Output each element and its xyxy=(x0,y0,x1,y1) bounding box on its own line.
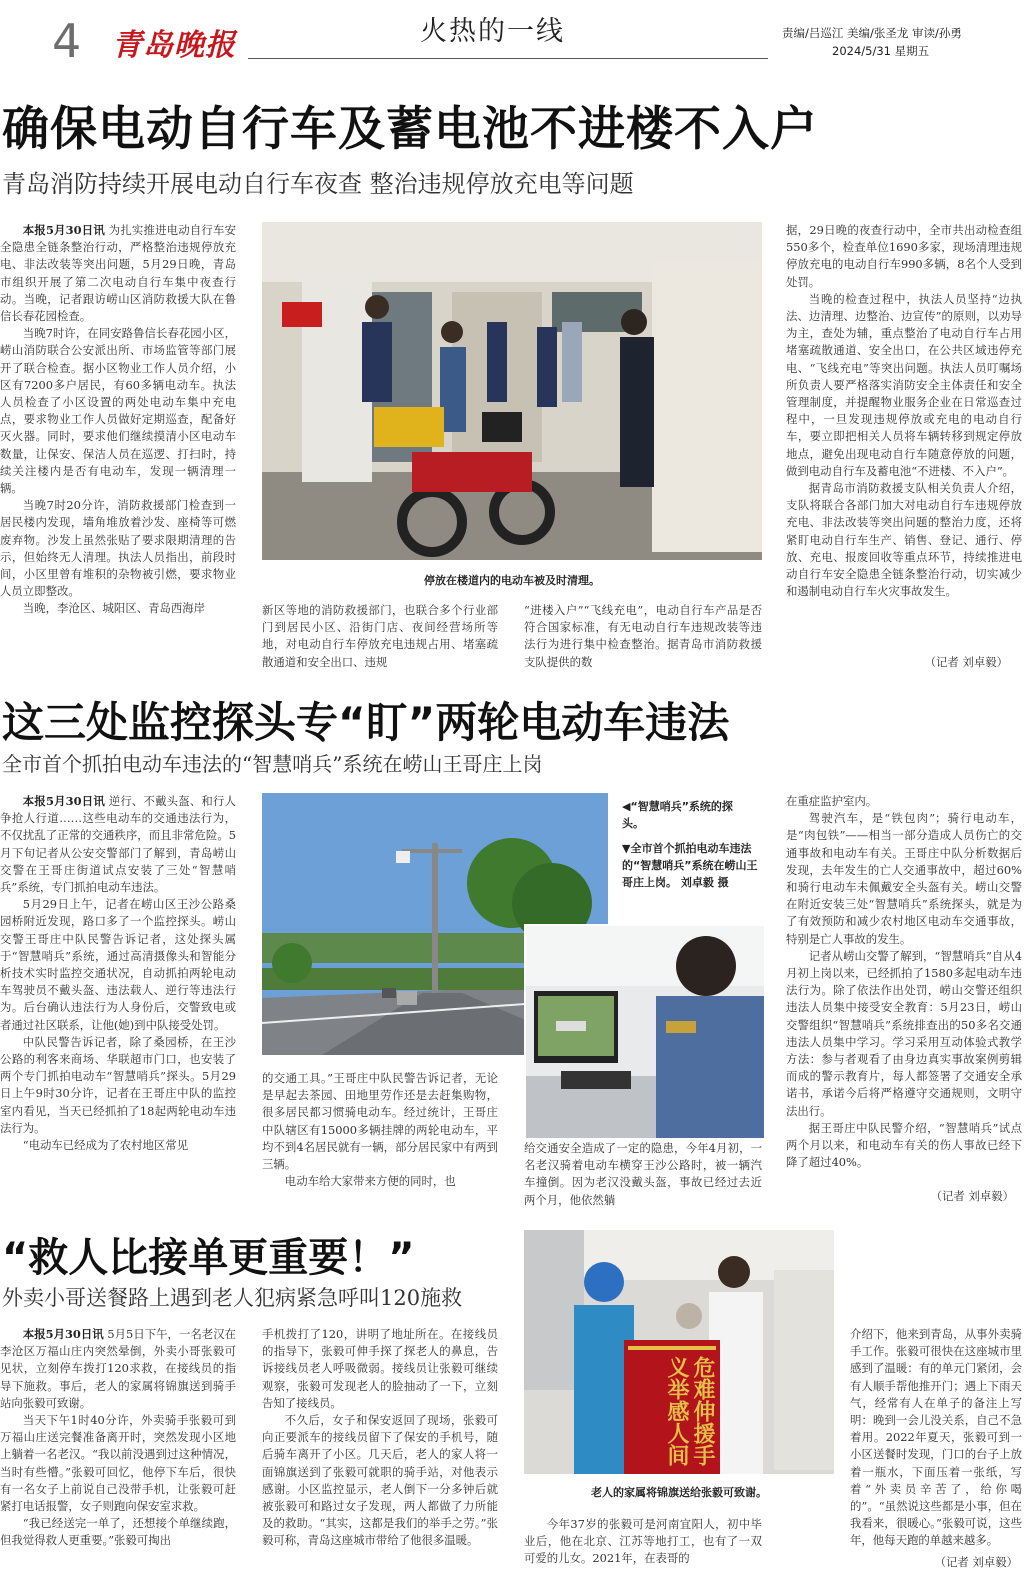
article3-col3-p1: 今年37岁的张毅可是河南宜阳人，初中毕业后，他在北京、江苏等地打工，也有了一双可爱的儿女。2021年，在表哥的 xyxy=(524,1517,762,1566)
article2-dateline: 本报5月30日讯 xyxy=(22,794,105,808)
article1-column-1 xyxy=(0,222,236,674)
article1-photo-caption: 停放在楼道内的电动车被及时清理。 xyxy=(424,574,600,587)
article2-col1-p4: “电动车已经成为了农村地区常见 xyxy=(22,1138,189,1153)
editors-line: 责编/吕巡江 美编/张圣龙 审读/孙勇 xyxy=(782,26,962,40)
article3-column-1 xyxy=(0,1326,236,1570)
article2-col1-p2: 5月29日上午，记者在崂山区王沙公路桑园桥附近发现，路口多了一个监控探头。崂山交警王哥庄中队民警告诉记者，这处探头属于“智慧哨兵”系统，通过高清摄像头和智能分析技术实时监控交通状况，自动抓拍两轮电动车驾驶员不戴头盔、违法载人、逆行等违法行为。后台确认违法行为人身份后，交警致电或者通过社区联系，让他(她)到中队接受处罚。 xyxy=(0,897,236,1032)
article1-subhead: 青岛消防持续开展电动自行车夜查 整治违规停放充电等问题 xyxy=(2,170,634,198)
article3-photo-caption: 老人的家属将锦旗送给张毅可致谢。 xyxy=(591,1486,767,1499)
article1-col4-p2: 当晚的检查过程中，执法人员坚持“边执法、边清理、边整治、边宣传”的原则，以劝导为主，查处为辅，重点整治了电动自行车占用堵塞疏散通道、安全出口，在公共区域违停充电、“飞线充电”等突出问题。执法人员叮嘱场所负责人要严格落实消防安全主体责任和安全管理制度，并提醒物业服务企业在日常巡查过程中，一旦发现违规停放或充电的电动自行车，要立即把相关人员将车辆转移到规定停放地点，避免出现电动自行车随意停放的问题，做到电动自行车及蓄电池“不进楼、不入户”。 xyxy=(786,291,1022,478)
article1-col1-p2: 当晚7时许，在同安路鲁信长春花园小区，崂山消防联合公安派出所、市场监管等部门展开了联合检查。据小区物业工作人员介绍，小区有7200多户居民，有60多辆电动车。执法人员检查了小区设置的两处电动车集中充电点，要求物业工作人员做好定期巡查，配备好灭火器。同时，要求他们继续摸清小区电动车数量，让保安、保洁人员在巡逻、打扫时，持续关注楼内是否有电动车，发现一辆清理一辆。 xyxy=(0,326,236,496)
section-title: 火热的一线 xyxy=(420,16,565,47)
article1-column-4 xyxy=(786,222,1022,652)
article3-col2-p2: 不久后，女子和保安返回了现场，张毅可向正要派车的接线员留下了保安的手机号，随后骑车离开了小区。几天后，老人的家人将一面锦旗送到了张毅可就职的骑手站，对他表示感谢。小区监控显示，老人倒下一分多钟后就被张毅可和路过女子发现，两人都做了力所能及的救助。“其实，这都是我们的举手之劳。”张毅可称，青岛这座城市带给了他很多温暖。 xyxy=(262,1413,498,1548)
article2-byline: （记者 刘卓毅） xyxy=(930,1189,1014,1203)
article2-col4-p1: 在重症监护室内。 xyxy=(786,794,878,808)
article1-col3-text: “进楼入户”“飞线充电”，电动自行车产品是否符合国家标准，有无电动自行车违规改装等违法行为进行集中检查整治。据青岛市消防救援支队提供的数 xyxy=(524,603,762,669)
article3-col4-p1: 介绍下，他来到青岛，从事外卖骑手工作。张毅可很快在这座城市里感到了温暖：有的单元门紧闭，会有人顺手帮他推开门；遇上下雨天气，经常有人在单子的备注上写明：晚到一会儿没关系，自己不急着用。2022年夏天，张毅可到一小区送餐时发现，门口的台子上放着一瓶水，下面压着一张纸，写着“外卖员辛苦了，给你喝的”。“虽然说这些都是小事，但在我看来，很暖心。”张毅可说，这些年，他每天跑的单越来越多。 xyxy=(850,1327,1022,1548)
article2-col1-p1: 逆行、不戴头盔、和行人争抢人行道……这些电动车的交通违法行为，不仅扰乱了正常的交通秩序，而且非常危险。5月下旬记者从公安交警部门了解到，青岛崂山交警在王哥庄街道试点安装了三处“智慧哨兵”系统，专门抓拍电动车违法。 xyxy=(0,794,236,895)
issue-date: 2024/5/31 星期五 xyxy=(832,44,930,59)
article3-column-4 xyxy=(850,1326,1022,1556)
article3-byline: （记者 刘卓毅） xyxy=(934,1555,1018,1569)
article2-col4-p2: 驾驶汽车，是“铁包肉”；骑行电动车，是“肉包铁”——相当一部分造成人员伤亡的交通事故和电动车有关。王哥庄中队分析数据后发现，去年发生的亡人交通事故中，超过60%和骑行电动车未佩戴安全头盔有关。崂山交警在附近安装三处“智慧哨兵”系统探头，就是为了有效预防和减少农村地区电动车交通事故，特别是亡人事故的发生。 xyxy=(786,811,1022,946)
article2-column-3 xyxy=(524,1140,762,1210)
article1-photo xyxy=(262,222,762,560)
article2-photo-caption-2: ▼全市首个抓拍电动车违法的“智慧哨兵”系统在崂山王哥庄上岗。 刘卓毅 摄 xyxy=(622,842,758,889)
article3-col1-p1: 5月5日下午，一名老汉在李沧区万福山庄内突然晕倒，外卖小哥张毅可见状，立刻停车拨打120求救，在接线员的指导下施救。事后，老人的家属将锦旗送到骑手站向张毅可致谢。 xyxy=(0,1327,236,1410)
article2-column-2 xyxy=(262,1070,498,1210)
article1-column-2 xyxy=(262,602,498,674)
editor-credits xyxy=(782,24,962,61)
article1-col4-p3: 据青岛市消防救援支队相关负责人介绍，支队将联合各部门加大对电动自行车违规停放充电、非法改装等突出问题的整治力度，还将紧盯电动自行车生产、销售、登记、通行、停放、充电、报废回收等重点环节，持续推进电动自行车安全隐患全链条整治行动，切实减少和遏制电动自行车火灾事故发生。 xyxy=(786,481,1022,599)
header-rule xyxy=(248,58,768,59)
article1-byline: （记者 刘卓毅） xyxy=(924,655,1008,669)
article3-dateline: 本报5月30日讯 xyxy=(22,1327,104,1341)
article2-headline: 这三处监控探头专“盯”两轮电动车违法 xyxy=(2,698,730,747)
article1-dateline: 本报5月30日讯 xyxy=(22,223,105,237)
article1-headline: 确保电动自行车及蓄电池不进楼不入户 xyxy=(2,102,818,157)
article1-col1-text: 为扎实推进电动自行车安全隐患全链条整治行动，严格整治违规停放充电、非法改装等突出问题，5月29日晚，青岛市组织开展了第二次电动自行车集中夜查行动。当晚，记者跟访崂山区消防救援大队在鲁信长春花园检查。 xyxy=(0,223,236,324)
newspaper-logo: 青岛晚报 xyxy=(112,28,236,63)
article3-col1-p2: 当天下午1时40分许，外卖骑手张毅可到万福山庄送完餐准备离开时，突然发现小区地上躺着一名老汉。“我以前没遇到过这种情况，当时有些懵。”张毅可回忆，他停下车后，很快有一名女子上前说自己没带手机，让张毅可赶紧打电话报警，女子则跑向保安室求救。 xyxy=(0,1413,236,1514)
article2-column-4 xyxy=(786,793,1022,1185)
article2-subhead: 全市首个抓拍电动车违法的“智慧哨兵”系统在崂山王哥庄上岗 xyxy=(2,752,543,776)
article3-col2-p1: 手机拨打了120，讲明了地址所在。在接线员的指导下，张毅可伸手探了探老人的鼻息，告诉接线员老人呼吸微弱。接线员让张毅可继续观察，张毅可发现老人的脸抽动了一下，立刻告知了接线员。 xyxy=(262,1327,498,1410)
article1-col1-p4: 当晚，李沧区、城阳区、青岛西海岸 xyxy=(22,601,206,616)
article2-column-1 xyxy=(0,793,236,1213)
article1-column-3 xyxy=(524,602,762,674)
article3-column-3 xyxy=(524,1516,762,1570)
article2-col4-p3: 记者从崂山交警了解到，“智慧哨兵”自从4月初上岗以来，已经抓拍了1580多起电动车违法行为。除了依法作出处罚，崂山交警还组织违法人员集中接受安全教育：5月23日，崂山交警组织“智慧哨兵”系统排查出的50多名交通违法人员集中学习。学习采用互动体验式教学方法：参与者观看了由身边真实事故案例剪辑而成的警示教育片，每人都签署了交通安全承诺书，承诺今后将严格遵守交通规则，文明守法出行。 xyxy=(786,948,1022,1118)
article1-col4-p1: 据，29日晚的夜查行动中，全市共出动检查组550多个，检查单位1690多家，现场清理违规停放充电的电动自行车990多辆，8名个人受到处罚。 xyxy=(786,223,1022,289)
page-number: 4 xyxy=(52,14,82,68)
article2-col3-text: 给交通安全造成了一定的隐患，今年4月初，一名老汉骑着电动车横穿王沙公路时，被一辆汽车撞倒。因为老汉没戴头盔，事故已经过去近两个月，他依然躺 xyxy=(524,1141,762,1207)
article2-col4-p4: 据王哥庄中队民警介绍，“智慧哨兵”试点两个月以来，和电动车有关的伤人事故已经下降了超过40%。 xyxy=(786,1120,1022,1170)
article2-monitor-photo xyxy=(524,924,766,1140)
article3-photo xyxy=(524,1230,834,1474)
article3-col1-p3: “我已经送完一单了，还想接个单继续跑，但我觉得救人更重要。”张毅可掏出 xyxy=(0,1516,236,1548)
article2-col1-p3: 中队民警告诉记者，除了桑园桥，在王沙公路的利客来商场、华联超市门口，也安装了两个专门抓拍电动车“智慧哨兵”探头。5月29日上午9时30分许，记者在王哥庄中队的监控室内看见，当天已经抓拍了18起两轮电动车违法行为。 xyxy=(0,1034,236,1135)
article3-subhead: 外卖小哥送餐路上遇到老人犯病紧急呼叫120施救 xyxy=(2,1286,463,1310)
article3-column-2 xyxy=(262,1326,498,1570)
article2-col2-p1: 的交通工具。”王哥庄中队民警告诉记者，无论是早起去茶园、田地里劳作还是去赶集购物，很多居民都习惯骑电动车。经过统计，王哥庄中队辖区有15000多辆挂牌的两轮电动车，平均不到4名居民就有一辆，部分居民家中有两到三辆。 xyxy=(262,1071,498,1172)
article1-col1-p3: 当晚7时20分许，消防救援部门检查到一居民楼内发现，墙角堆放着沙发、座椅等可燃废弃物。沙发上虽然张贴了要求限期清理的告示，但始终无人清理。执法人员指出，前段时间，小区里曾有堆积的杂物被引燃，要求物业人员立即整改。 xyxy=(0,498,236,599)
article1-col2-text: 新区等地的消防救援部门，也联合多个行业部门到居民小区、沿街门店、夜间经营场所等地，对电动自行车停放充电违规占用、堵塞疏散通道和安全出口、违规 xyxy=(262,603,498,669)
article2-col2-p2: 电动车给大家带来方便的同时，也 xyxy=(284,1174,456,1189)
article2-photo-caption-1: ◀“智慧哨兵”系统的探头。 xyxy=(622,800,733,830)
article3-headline: “救人比接单更重要！” xyxy=(2,1235,415,1281)
banner-text: 危难伸援手 义举感人间 xyxy=(664,1356,716,1466)
